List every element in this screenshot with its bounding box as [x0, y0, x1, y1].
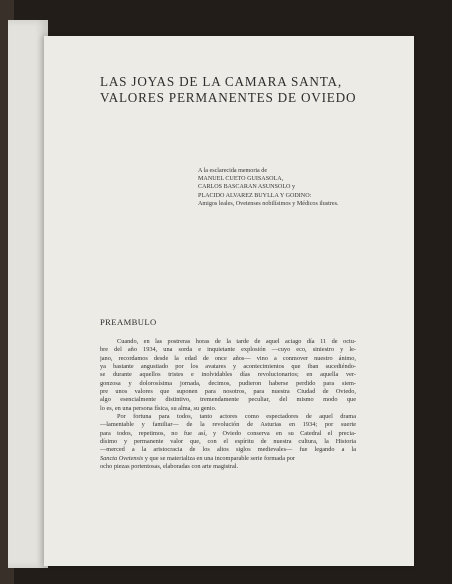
title-line-1: LAS JOYAS DE LA CAMARA SANTA, [100, 74, 342, 89]
text-line: Cuando, en las postreras horas de la tarde de aquel aciago día 11 de octu- [117, 338, 356, 345]
text-line [100, 455, 356, 463]
dedication-line: Amigos leales, Ovetenses nobilísimos y Médicos ilustres. [198, 200, 339, 207]
text-line: —merced a la aristocracia de los altos siglos medievales— fue legando a la [100, 446, 356, 454]
page-title [100, 74, 400, 106]
text-line: gonzosa y dolorosísima jornada, decimos, pudieron haberse perdido para siem- [100, 379, 356, 387]
text-line: algo esencialmente distintivo, tremendamente peculiar, del mismo modo que [100, 396, 356, 404]
text-span: y que se materializa en una incomparable serie formada por [143, 454, 295, 462]
text-line: bre del año 1934, una sorda e inquietante explosión —cuyo eco, siniestro y le- [100, 346, 356, 354]
dedication-line: A la esclarecida memoria de [198, 168, 268, 174]
text-line: lo es, en una persona física, su alma, su genio. [100, 404, 217, 412]
text-line: —lamentable y familiar— de la revolución de Asturias en 1934; por suerte [100, 421, 356, 429]
dedication-line: PLACIDO ALVAREZ BUYLLA Y GODINO: [198, 192, 312, 199]
text-line: Por fortuna para todos, tanto actores como espectadores de aquel drama [117, 413, 356, 421]
title-line-2: VALORES PERMANENTES DE OVIEDO [100, 90, 357, 105]
text-line: dísimo y permanente valor que, con el espíritu de nuestra cultura, la Historia [100, 438, 356, 446]
text-line: para todos, repetimos, no fue así, y Oviedo conserva en su Catedral el precia- [100, 429, 356, 437]
dedication-line: CARLOS BASCARAN ASUNSOLO y [198, 184, 296, 191]
book-page [44, 36, 414, 566]
text-line: ya bastante angustiado por los avatares y acontecimientos que iban sucediéndo- [100, 363, 356, 371]
section-heading: PREAMBULO [100, 317, 157, 327]
italic-phrase: Sancta Ovetensis [100, 454, 144, 462]
text-line: pre unos valores que suponen para nosotros, para nuestra Ciudad de Oviedo, [100, 388, 356, 396]
left-page-edge [8, 20, 48, 568]
dedication-line: MANUEL CUETO GUISASOLA, [198, 176, 284, 183]
text-line: se durante aquellos tristes e inolvidables días revolucionarios; en aquella ver- [100, 371, 356, 379]
text-line: ocho piezas portentosas, elaboradas con arte magistral. [100, 463, 239, 471]
dedication [198, 167, 408, 208]
body-text [100, 338, 356, 472]
text-line: jano, recordamos desde la edad de once años— vino a conmover nuestro ánimo, [100, 354, 356, 362]
